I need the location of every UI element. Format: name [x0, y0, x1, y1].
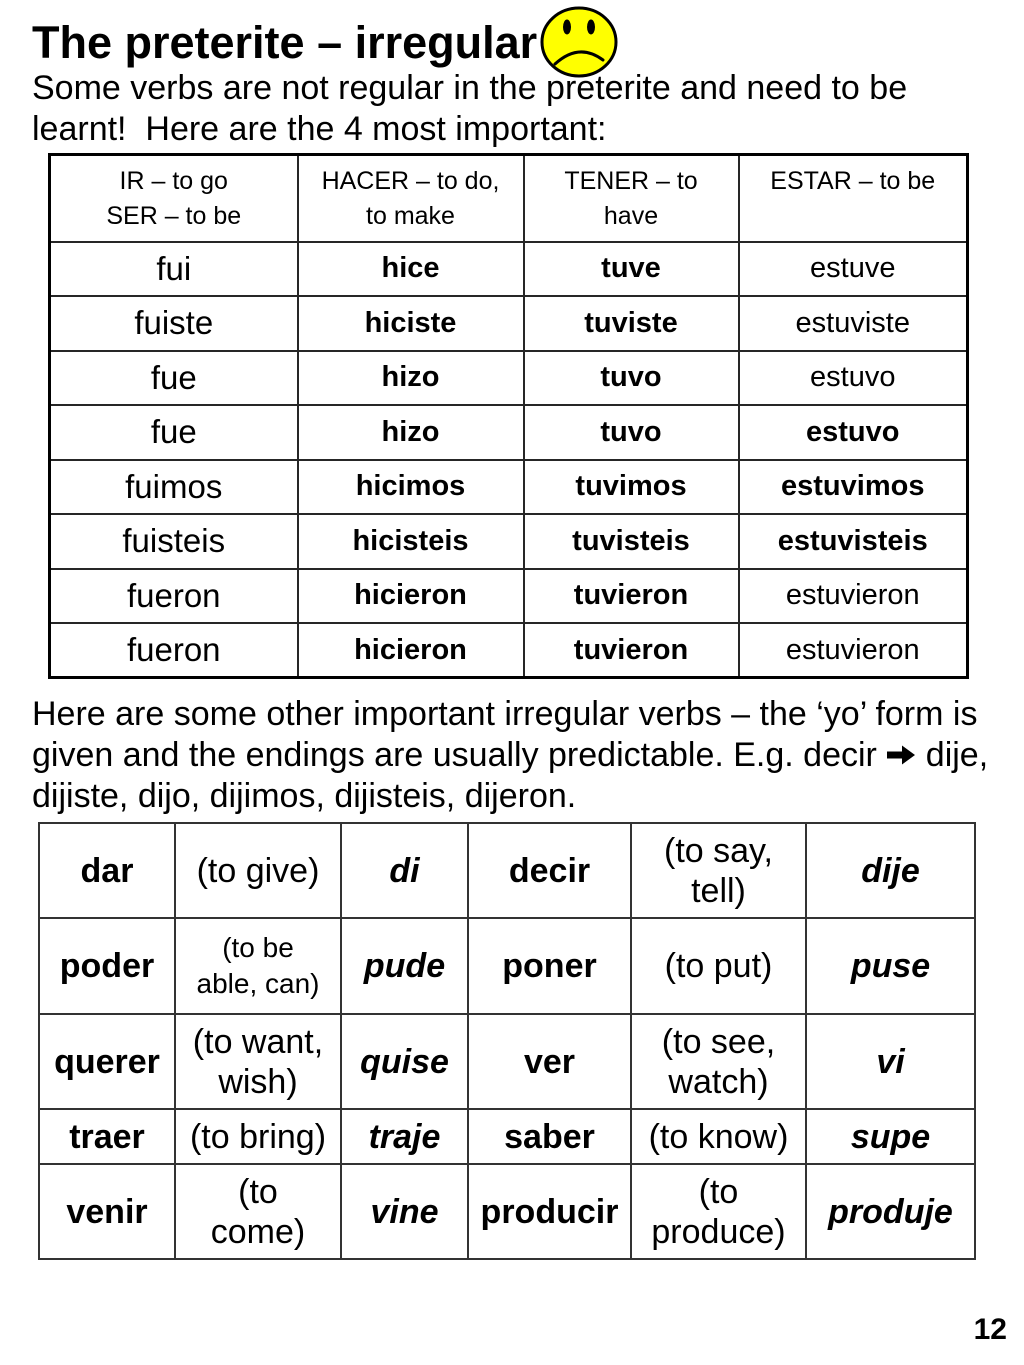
header-line: have	[603, 202, 659, 230]
meaning-line: able, can)	[196, 968, 320, 999]
table-row	[50, 460, 968, 515]
header-line: HACER – to do,	[321, 167, 500, 195]
meaning-line: tell)	[691, 871, 746, 910]
meaning-cell	[175, 823, 341, 918]
infinitive-cell: producir	[468, 1164, 631, 1259]
meaning-line: (to see,	[661, 1022, 776, 1061]
tener-form-cell: tuvieron	[524, 569, 739, 624]
header-cell	[739, 155, 968, 242]
meaning-cell	[175, 918, 341, 1014]
meaning-line: (to	[698, 1172, 739, 1211]
yo-form-cell: dije	[806, 823, 975, 918]
table-row	[50, 623, 968, 678]
other-verbs-text-end: dije, dijiste, dijo, dijimos, dijisteis, dijeron.	[32, 736, 989, 815]
other-verbs-text-start: Here are some other important irregular verbs – the ‘yo’ form is given and the endings are usually predictable. E.g. decir	[32, 695, 978, 774]
header-cell	[298, 155, 524, 242]
meaning-line: (to be	[222, 932, 294, 963]
header-line: SER – to be	[106, 202, 242, 230]
meaning-line: (to bring)	[189, 1117, 327, 1156]
estar-form-cell: estuve	[739, 242, 968, 297]
infinitive-cell: poder	[39, 918, 175, 1014]
estar-form-cell: estuvisteis	[739, 514, 968, 569]
header-row	[50, 155, 968, 242]
meaning-cell	[631, 1164, 806, 1259]
estar-form-cell: estuvo	[739, 405, 968, 460]
ir-ser-form-cell: fuiste	[50, 296, 298, 351]
header-cell	[50, 155, 298, 242]
table-row	[50, 296, 968, 351]
table-row	[50, 242, 968, 297]
tener-form-cell: tuve	[524, 242, 739, 297]
table-row	[50, 514, 968, 569]
table-row	[39, 1014, 975, 1109]
header-line: IR – to go	[119, 167, 228, 195]
estar-form-cell: estuvimos	[739, 460, 968, 515]
ir-ser-form-cell: fueron	[50, 623, 298, 678]
header-cell	[524, 155, 739, 242]
hacer-form-cell: hizo	[298, 405, 524, 460]
meaning-line: (to say,	[664, 831, 773, 870]
meaning-cell	[175, 1164, 341, 1259]
header-line: ESTAR – to be	[770, 167, 936, 195]
hacer-form-cell: hice	[298, 242, 524, 297]
infinitive-cell: decir	[468, 823, 631, 918]
header-line: TENER – to	[564, 167, 698, 195]
estar-form-cell: estuvieron	[739, 623, 968, 678]
infinitive-cell: querer	[39, 1014, 175, 1109]
meaning-line: watch)	[668, 1062, 769, 1101]
table-row	[39, 1109, 975, 1164]
infinitive-cell: venir	[39, 1164, 175, 1259]
meaning-cell	[631, 823, 806, 918]
meaning-cell	[175, 1109, 341, 1164]
yo-form-cell: di	[341, 823, 468, 918]
table-body	[39, 823, 975, 1259]
yo-form-cell: traje	[341, 1109, 468, 1164]
meaning-line: (to put)	[664, 947, 773, 985]
table-body	[50, 242, 968, 678]
tener-form-cell: tuvo	[524, 351, 739, 406]
table-row	[39, 823, 975, 918]
other-verbs-text	[32, 694, 1007, 817]
page-number: 12	[973, 1313, 1007, 1346]
meaning-line: (to know)	[648, 1117, 789, 1156]
meaning-line: come)	[210, 1212, 306, 1251]
infinitive-cell: dar	[39, 823, 175, 918]
ir-ser-form-cell: fue	[50, 351, 298, 406]
hacer-form-cell: hicisteis	[298, 514, 524, 569]
meaning-line: produce)	[651, 1212, 786, 1251]
ir-ser-form-cell: fueron	[50, 569, 298, 624]
tener-form-cell: tuvisteis	[524, 514, 739, 569]
table-header	[50, 155, 968, 242]
hacer-form-cell: hizo	[298, 351, 524, 406]
yo-form-cell: quise	[341, 1014, 468, 1109]
infinitive-cell: traer	[39, 1109, 175, 1164]
meaning-line: (to	[238, 1172, 278, 1211]
core-irregular-verbs-table	[48, 153, 969, 679]
tener-form-cell: tuvo	[524, 405, 739, 460]
table-row	[50, 351, 968, 406]
meaning-cell	[631, 1014, 806, 1109]
infinitive-cell: ver	[468, 1014, 631, 1109]
ir-ser-form-cell: fuisteis	[50, 514, 298, 569]
ir-ser-form-cell: fue	[50, 405, 298, 460]
table-row	[39, 1164, 975, 1259]
estar-form-cell: estuviste	[739, 296, 968, 351]
yo-form-cell: produje	[806, 1164, 975, 1259]
hacer-form-cell: hicieron	[298, 569, 524, 624]
yo-form-cell: vi	[806, 1014, 975, 1109]
infinitive-cell: poner	[468, 918, 631, 1014]
ir-ser-form-cell: fuimos	[50, 460, 298, 515]
intro-text: Some verbs are not regular in the preterite and need to be learnt! Here are the 4 most important:	[32, 69, 917, 148]
table-row	[39, 918, 975, 1014]
estar-form-cell: estuvo	[739, 351, 968, 406]
hacer-form-cell: hiciste	[298, 296, 524, 351]
right-arrow-icon	[886, 744, 916, 766]
yo-form-cell: supe	[806, 1109, 975, 1164]
meaning-line: wish)	[218, 1062, 298, 1101]
tener-form-cell: tuviste	[524, 296, 739, 351]
ir-ser-form-cell: fui	[50, 242, 298, 297]
header-line: to make	[366, 202, 455, 230]
yo-form-cell: pude	[341, 918, 468, 1014]
meaning-cell	[631, 918, 806, 1014]
yo-form-cell: puse	[806, 918, 975, 1014]
meaning-cell	[175, 1014, 341, 1109]
hacer-form-cell: hicimos	[298, 460, 524, 515]
infinitive-cell: saber	[468, 1109, 631, 1164]
page-title: The preterite – irregular	[32, 17, 538, 68]
tener-form-cell: tuvieron	[524, 623, 739, 678]
other-irregular-verbs-table	[38, 822, 976, 1260]
meaning-cell	[631, 1109, 806, 1164]
meaning-line: (to give)	[196, 851, 320, 890]
meaning-line: (to want,	[192, 1022, 324, 1061]
tener-form-cell: tuvimos	[524, 460, 739, 515]
table-row	[50, 405, 968, 460]
hacer-form-cell: hicieron	[298, 623, 524, 678]
table-row	[50, 569, 968, 624]
estar-form-cell: estuvieron	[739, 569, 968, 624]
yo-form-cell: vine	[341, 1164, 468, 1259]
